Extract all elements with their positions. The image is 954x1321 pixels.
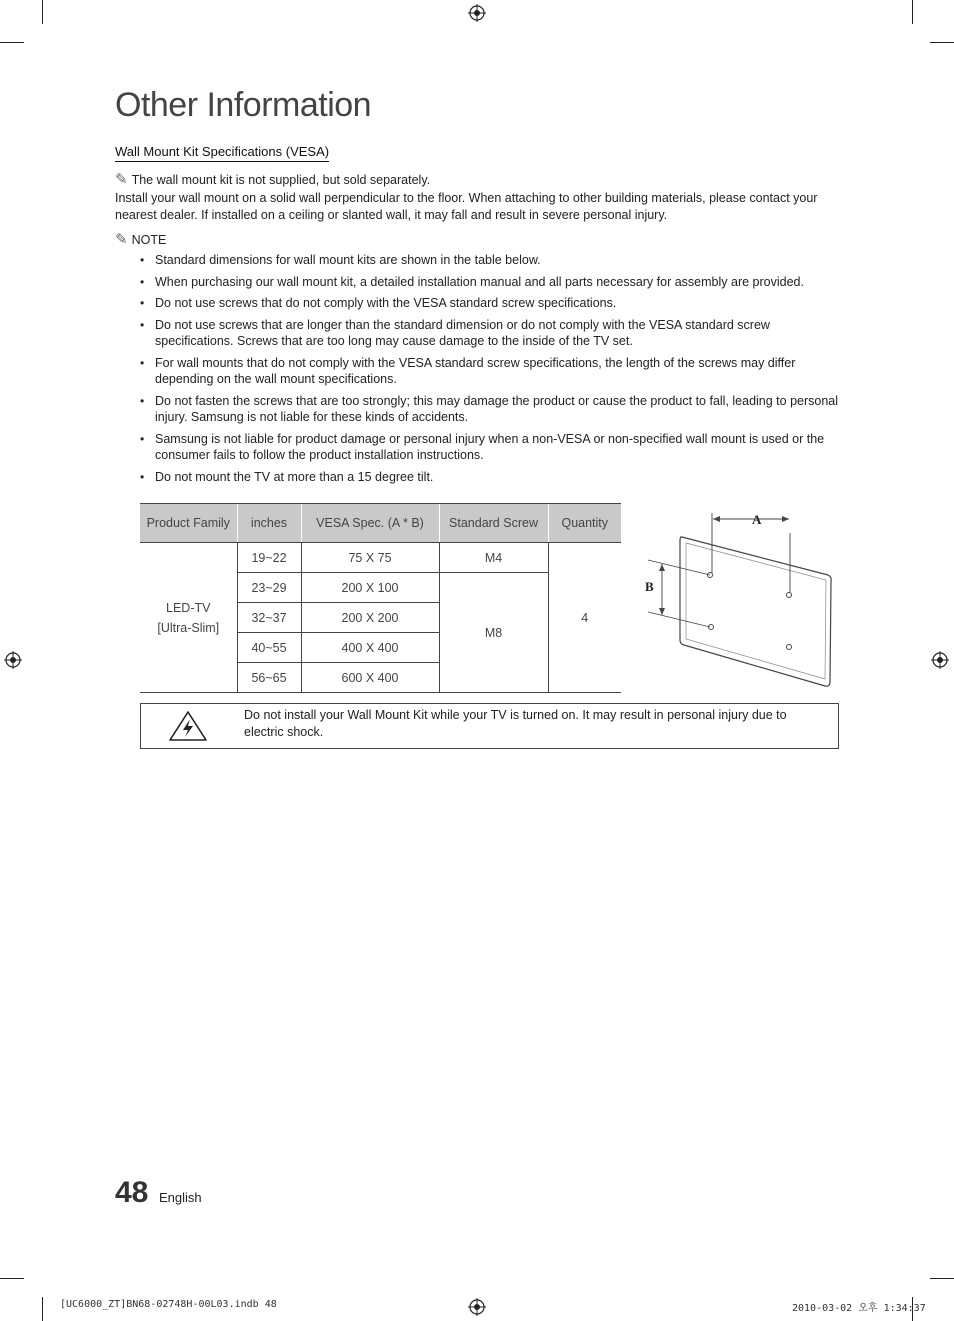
dimension-label-a: A	[752, 512, 762, 527]
inches-cell: 32~37	[237, 603, 301, 633]
list-item: • Do not use screws that are longer than the standard dimension or do not comply with the VESA standard screw specifications. Screws that are too long may cause damage to the inside of the TV set.	[140, 317, 840, 350]
dimension-label-b: B	[645, 579, 654, 594]
section-heading: Wall Mount Kit Specifications (VESA)	[115, 144, 329, 162]
crop-mark	[42, 1297, 43, 1321]
screw-cell: M8	[439, 573, 548, 693]
crop-mark	[42, 0, 43, 24]
warning-icon-cell	[141, 704, 233, 748]
footer-file-info: [UC6000_ZT]BN68-02748H-00L03.indb 48	[60, 1299, 277, 1310]
pencil-note-icon: ✎	[115, 231, 128, 248]
column-header: Standard Screw	[439, 504, 548, 543]
registration-mark-icon	[4, 651, 22, 669]
page-title: Other Information	[115, 86, 372, 124]
crop-mark	[0, 1278, 24, 1279]
column-header: inches	[237, 504, 301, 543]
list-item: • Do not mount the TV at more than a 15 degree tilt.	[140, 469, 840, 486]
warning-text: Do not install your Wall Mount Kit while your TV is turned on. It may result in personal injury due to electric shock.	[244, 708, 787, 739]
list-item: • When purchasing our wall mount kit, a detailed installation manual and all parts necessary for assembly are provided.	[140, 274, 840, 291]
note-bullet-list	[140, 252, 840, 490]
note-label: NOTE	[131, 233, 167, 247]
crop-mark	[0, 42, 24, 43]
inches-cell: 56~65	[237, 663, 301, 693]
table-header-row	[140, 504, 621, 543]
vesa-spec-table	[140, 503, 621, 693]
crop-mark	[930, 42, 954, 43]
list-item: • For wall mounts that do not comply with the VESA standard screw specifications, the length of the screws may differ depending on the wall mount specifications.	[140, 355, 840, 388]
column-header: Product Family	[140, 504, 237, 543]
warning-box	[140, 703, 839, 749]
install-paragraph: Install your wall mount on a solid wall perpendicular to the floor. When attaching to other building materials, please contact your nearest dealer. If installed on a ceiling or slanted wall, it may fall and result in severe personal injury.	[115, 191, 818, 222]
note-sold-separately-text: The wall mount kit is not supplied, but sold separately.	[131, 173, 431, 187]
list-item: • Samsung is not liable for product damage or personal injury when a non-VESA or non-specified wall mount is used or the consumer fails to follow the product installation instructions.	[140, 431, 840, 464]
vesa-cell: 600 X 400	[301, 663, 439, 693]
crop-mark	[930, 1278, 954, 1279]
list-item: • Do not use screws that do not comply with the VESA standard screw specifications.	[140, 295, 840, 312]
electric-shock-warning-icon	[168, 710, 208, 742]
list-item: • Do not fasten the screws that are too strongly; this may damage the product or cause the product to fall, leading to personal injury. Samsung is not liable for these kinds of accidents.	[140, 393, 840, 426]
table-row	[140, 543, 621, 573]
column-header: Quantity	[548, 504, 621, 543]
inches-cell: 19~22	[237, 543, 301, 573]
inches-cell: 23~29	[237, 573, 301, 603]
registration-mark-icon	[468, 4, 486, 22]
quantity-cell: 4	[548, 543, 621, 693]
crop-mark	[912, 0, 913, 24]
note-sold-separately	[115, 170, 430, 188]
screw-cell: M4	[439, 543, 548, 573]
vesa-cell: 200 X 200	[301, 603, 439, 633]
page-number: 48	[115, 1176, 149, 1209]
vesa-cell: 400 X 400	[301, 633, 439, 663]
product-family-line: [Ultra-Slim]	[157, 620, 220, 635]
pencil-note-icon: ✎	[115, 171, 128, 188]
list-item: • Standard dimensions for wall mount kits are shown in the table below.	[140, 252, 840, 269]
product-family-cell	[140, 543, 237, 693]
column-header: VESA Spec. (A * B)	[301, 504, 439, 543]
vesa-cell: 75 X 75	[301, 543, 439, 573]
page-language: English	[159, 1190, 202, 1205]
product-family-line: LED-TV	[166, 600, 211, 615]
tv-rear-mount-diagram	[640, 505, 840, 690]
footer-date-info: 2010-03-02 오후 1:34:37	[792, 1303, 926, 1314]
note-heading	[115, 230, 166, 248]
vesa-cell: 200 X 100	[301, 573, 439, 603]
registration-mark-icon	[468, 1298, 486, 1316]
registration-mark-icon	[931, 651, 949, 669]
inches-cell: 40~55	[237, 633, 301, 663]
